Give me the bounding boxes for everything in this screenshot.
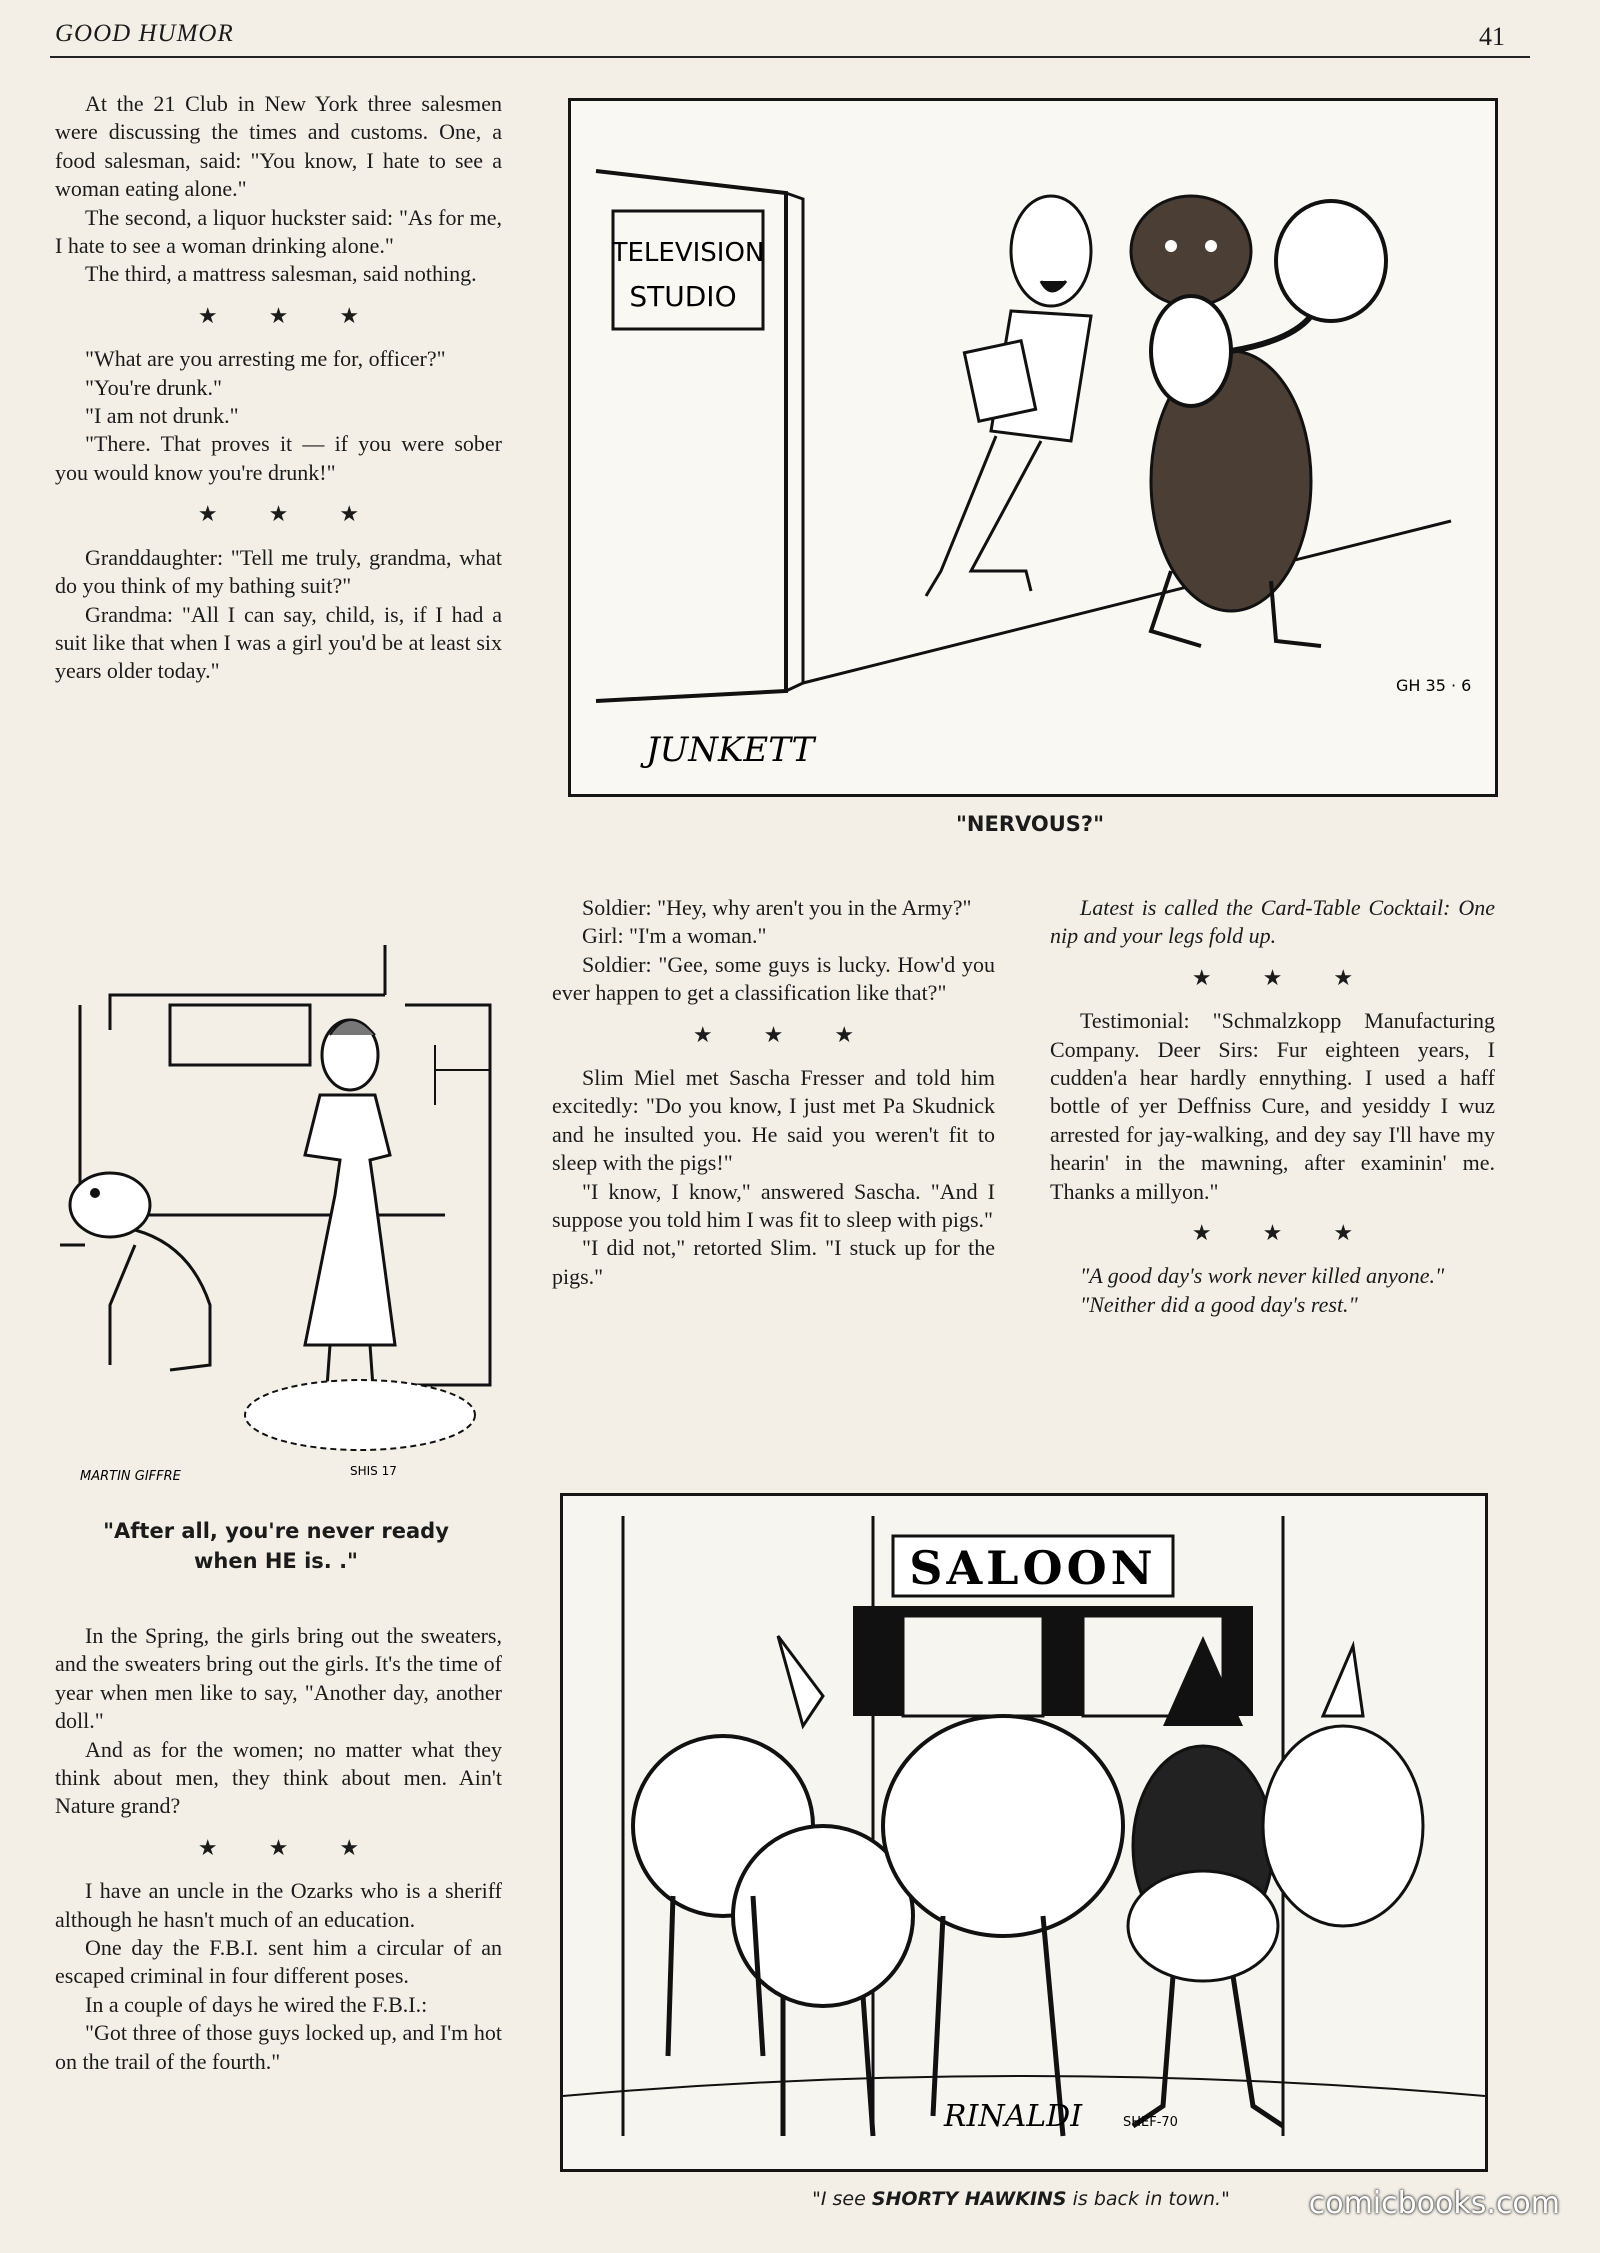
tv-sign-line1: TELEVISION	[611, 238, 765, 268]
joke-paragraph: "I did not," retorted Slim. "I stuck up for the pigs."	[552, 1235, 995, 1289]
star-separator: ★ ★ ★	[197, 303, 382, 329]
saloon-sign: SALOON	[909, 1541, 1157, 1595]
joke-paragraph: Soldier: "Gee, some guys is lucky. How'd you ever happen to get a classification like that?"	[552, 951, 995, 1006]
joke-paragraph: Girl: "I'm a woman."	[582, 923, 767, 949]
star-separator: ★ ★ ★	[692, 1022, 877, 1048]
joke-paragraph: "A good day's work never killed anyone."	[1080, 1263, 1445, 1289]
tv-sign-line2: STUDIO	[629, 280, 737, 313]
joke-paragraph: Soldier: "Hey, why aren't you in the Army?"	[582, 895, 972, 920]
cartoon-nervous-code: GH 35 · 6	[1396, 676, 1472, 695]
cartoon-dog-caption-line2: when HE is. ."	[194, 1549, 358, 1573]
star-separator: ★ ★ ★	[197, 502, 382, 528]
joke-paragraph: "You're drunk."	[85, 374, 223, 400]
joke-paragraph: "Got three of those guys locked up, and I'm hot on the trail of the fourth."	[55, 2020, 502, 2074]
cartoon-dog-caption	[50, 1516, 502, 1576]
caption-part: "I see	[812, 2188, 872, 2210]
joke-paragraph: Grandma: "All I can say, child, is, if I had a suit like that when I was a girl you'd be at least six years older today."	[55, 601, 502, 684]
joke-paragraph: And as for the women; no matter what they think about men, they think about men. Ain't Nature grand?	[55, 1736, 502, 1819]
joke-paragraph: In the Spring, the girls bring out the sweaters, and the sweaters bring out the girls. It's the time of year when men like to say, "Another day, another doll."	[55, 1623, 502, 1734]
joke-paragraph: In a couple of days he wired the F.B.I.:	[85, 1991, 428, 2017]
middle-column	[552, 894, 995, 1291]
joke-paragraph: I have an uncle in the Ozarks who is a sheriff although he hasn't much of an education.	[55, 1878, 502, 1932]
star-separator: ★ ★ ★	[197, 1835, 382, 1861]
cartoon-nervous	[568, 98, 1498, 797]
joke-paragraph: Testimonial: "Schmalzkopp Manufacturing Company. Deer Sirs: Fur eighteen years, I cudden'a hear hardly ennything. I used a haff bottle of yer Deffniss Cure, and yesiddy I wuz arrested for jay-walking, and dey say I'll have my hearin' in the mawning, after examinin' me. Thanks a millyon."	[1050, 1008, 1495, 1204]
cartoon-dog-caption-line1: "After all, you're never ready	[103, 1519, 449, 1543]
left-column-top	[55, 90, 502, 686]
caption-name: SHORTY HAWKINS	[871, 2188, 1067, 2210]
cartoon-nervous-caption: "NERVOUS?"	[955, 812, 1105, 836]
right-column	[1050, 894, 1495, 1319]
cartoon-saloon-signature: RINALDI	[943, 2099, 1083, 2134]
star-separator: ★ ★ ★	[1191, 1221, 1376, 1247]
cartoon-nervous-signature: JUNKETT	[646, 730, 815, 770]
joke-paragraph: The second, a liquor huckster said: "As for me, I hate to see a woman drinking alone."	[55, 204, 502, 259]
cartoon-nervous-art	[571, 101, 1495, 794]
joke-paragraph: Latest is called the Card-Table Cocktail: One nip and your legs fold up.	[1050, 895, 1495, 949]
cartoon-dog	[50, 945, 502, 1505]
joke-paragraph: "Neither did a good day's rest."	[1080, 1291, 1358, 1317]
cartoon-saloon	[560, 1493, 1488, 2172]
left-column-bottom	[55, 1622, 502, 2076]
joke-paragraph: Slim Miel met Sascha Fresser and told him excitedly: "Do you know, I just met Pa Skudnick and he insulted you. He said you weren't fit to sleep with the pigs!"	[552, 1065, 995, 1176]
joke-paragraph: At the 21 Club in New York three salesmen were discussing the times and customs. One, a food salesman, said: "You know, I hate to see a woman eating alone."	[55, 91, 502, 202]
header-rule	[50, 56, 1530, 58]
joke-paragraph: "What are you arresting me for, officer?"	[85, 346, 446, 372]
joke-paragraph: The third, a mattress salesman, said nothing.	[85, 261, 477, 287]
cartoon-dog-code: SHIS 17	[350, 1464, 397, 1478]
running-header: GOOD HUMOR	[55, 20, 234, 47]
joke-paragraph: "There. That proves it — if you were sober you would know you're drunk!"	[55, 431, 502, 485]
watermark: comicbooks.com	[1308, 2186, 1560, 2221]
cartoon-dog-art	[50, 945, 502, 1505]
joke-paragraph: Granddaughter: "Tell me truly, grandma, what do you think of my bathing suit?"	[55, 544, 502, 599]
caption-part: is back in town."	[1066, 2188, 1230, 2210]
star-separator: ★ ★ ★	[1191, 965, 1376, 991]
cartoon-saloon-code: SHEF-70	[1123, 2115, 1178, 2130]
joke-paragraph: "I know, I know," answered Sascha. "And I suppose you told him I was fit to sleep with pigs."	[552, 1178, 995, 1233]
page-number: 41	[1479, 22, 1505, 51]
cartoon-saloon-art	[563, 1496, 1485, 2169]
joke-paragraph: "I am not drunk."	[85, 403, 239, 429]
joke-paragraph: One day the F.B.I. sent him a circular of an escaped criminal in four different poses.	[55, 1935, 502, 1989]
cartoon-dog-signature: MARTIN GIFFRE	[80, 1469, 181, 1484]
